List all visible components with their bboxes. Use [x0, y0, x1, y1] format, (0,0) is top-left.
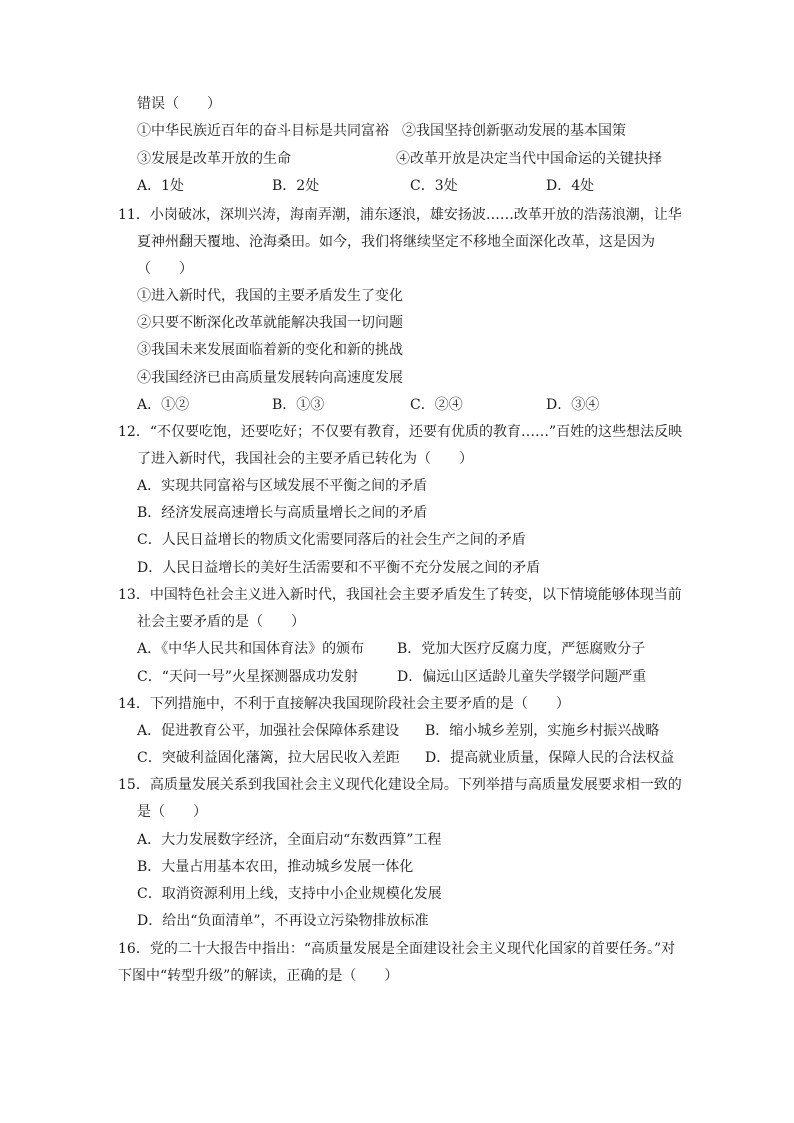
q12-option-d[interactable]: D．人民日益增长的美好生活需要和不平衡不充分发展之间的矛盾 — [137, 560, 541, 576]
q11-statement-1: ①进入新时代，我国的主要矛盾发生了变化 — [137, 288, 403, 304]
q13-option-c[interactable]: C．“天问一号”火星探测器成功发射 — [137, 669, 359, 685]
q13-stem-line-1: 13．中国特色社会主义进入新时代，我国社会主要矛盾发生了转变，以下情境能够体现当前 — [118, 587, 682, 603]
q14-option-b[interactable]: B．缩小城乡差别，实施乡村振兴战略 — [425, 723, 660, 739]
q14-option-d[interactable]: D．提高就业质量，保障人民的合法权益 — [425, 750, 675, 766]
q15-option-a[interactable]: A．大力发展数字经济，全面启动“东数西算”工程 — [137, 832, 442, 848]
q14-option-c[interactable]: C．突破利益固化藩篱，拉大居民收入差距 — [137, 750, 400, 766]
q13-option-a[interactable]: A．《中华人民共和国体育法》的颁布 — [137, 641, 365, 657]
q10-statement-2: ②我国坚持创新驱动发展的基本国策 — [402, 123, 626, 139]
q12-option-a[interactable]: A．实现共同富裕与区域发展不平衡之间的矛盾 — [137, 478, 428, 494]
q10-option-b[interactable]: B．2处 — [272, 178, 320, 194]
q16-stem-line-2: 下图中“转型升级”的解读，正确的是（ ） — [118, 968, 399, 984]
q10-statement-1: ①中华民族近百年的奋斗目标是共同富裕 — [137, 123, 389, 139]
q11-statement-3: ③我国未来发展面临着新的变化和新的挑战 — [137, 342, 403, 358]
q11-stem-line-1: 11．小岗破冰，深圳兴涛，海南弄潮，浦东逐浪，雄安扬波……改革开放的浩荡浪潮，让华 — [118, 207, 682, 223]
q10-stem-tail: 错误（ ） — [137, 96, 221, 112]
q11-stem-line-3: （ ） — [137, 261, 193, 277]
q15-stem-line-1: 15．高质量发展关系到我国社会主义现代化建设全局。下列举措与高质量发展要求相一致的 — [118, 777, 682, 793]
q12-option-c[interactable]: C．人民日益增长的物质文化需要同落后的社会生产之间的矛盾 — [137, 532, 526, 548]
q10-statement-4: ④改革开放是决定当代中国命运的关键抉择 — [396, 151, 662, 167]
q15-option-d[interactable]: D．给出“负面清单”，不再设立污染物排放标准 — [137, 913, 429, 929]
q11-option-c[interactable]: C．②④ — [410, 397, 463, 413]
q13-option-d[interactable]: D．偏远山区适龄儿童失学辍学问题严重 — [397, 669, 647, 685]
q16-stem-line-1: 16．党的二十大报告中指出：“高质量发展是全面建设社会主义现代化国家的首要任务。”对 — [118, 941, 676, 957]
q13-stem-line-2: 社会主要矛盾的是（ ） — [137, 614, 305, 630]
q12-stem-line-1: 12．“不仅要吃饱，还要吃好；不仅要有教育，还要有优质的教育……”百姓的这些想法反映 — [118, 424, 683, 440]
q10-option-c[interactable]: C．3处 — [410, 178, 458, 194]
q14-stem-line-1: 14．下列措施中，不利于直接解决我国现阶段社会主要矛盾的是（ ） — [118, 696, 570, 712]
q11-statement-2: ②只要不断深化改革就能解决我国一切问题 — [137, 315, 403, 331]
q11-option-b[interactable]: B．①③ — [272, 397, 325, 413]
q11-option-a[interactable]: A．①② — [137, 397, 190, 413]
q14-option-a[interactable]: A．促进教育公平，加强社会保障体系建设 — [137, 723, 400, 739]
q15-option-c[interactable]: C．取消资源利用上线，支持中小企业规模化发展 — [137, 886, 442, 902]
q11-option-d[interactable]: D．③④ — [546, 397, 600, 413]
q15-stem-line-2: 是（ ） — [137, 804, 207, 820]
q12-option-b[interactable]: B．经济发展高速增长与高质量增长之间的矛盾 — [137, 505, 428, 521]
q10-option-a[interactable]: A．1处 — [137, 178, 185, 194]
q10-option-d[interactable]: D．4处 — [546, 178, 595, 194]
q12-stem-line-2: 了进入新时代，我国社会的主要矛盾已转化为（ ） — [137, 451, 473, 467]
q11-statement-4: ④我国经济已由高质量发展转向高速度发展 — [137, 370, 403, 386]
q10-statement-3: ③发展是改革开放的生命 — [137, 151, 291, 167]
q15-option-b[interactable]: B．大量占用基本农田，推动城乡发展一体化 — [137, 859, 414, 875]
q13-option-b[interactable]: B．党加大医疗反腐力度，严惩腐败分子 — [397, 641, 646, 657]
q11-stem-line-2: 夏神州翻天覆地、沧海桑田。如今，我们将继续坚定不移地全面深化改革，这是因为 — [137, 234, 655, 250]
